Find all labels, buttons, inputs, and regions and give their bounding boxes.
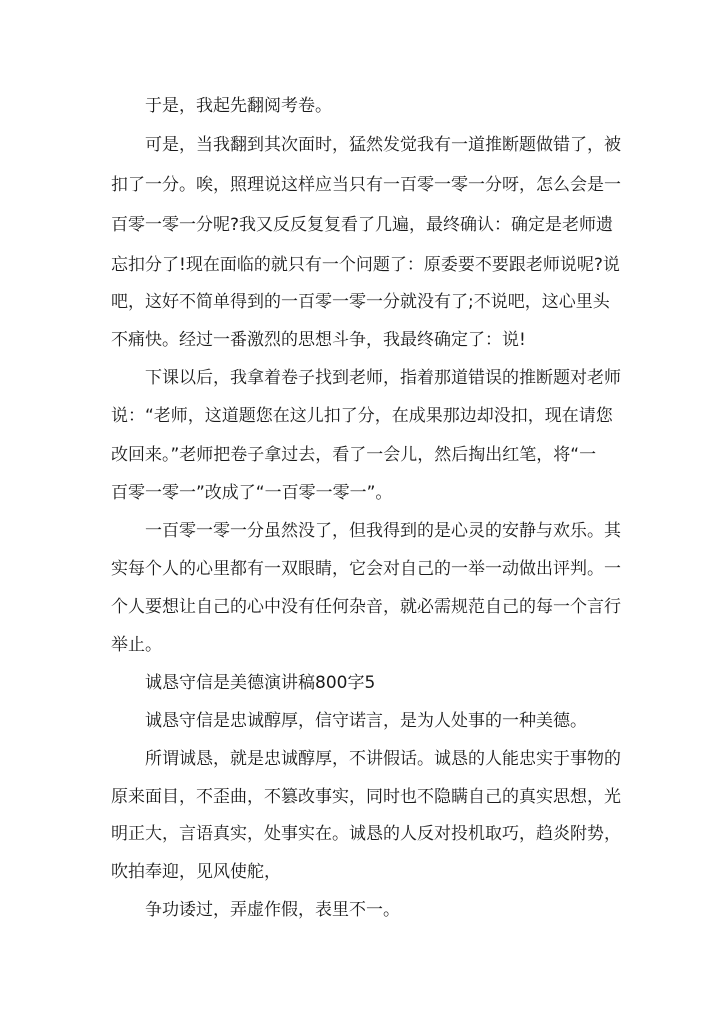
text-line: 原来面目，不歪曲，不篡改事实，同时也不隐瞒自己的真实思想，光 [111,787,621,807]
text-line: 可是，当我翻到其次面时，猛然发觉我有一道推断题做错了，被 [145,135,621,155]
text-line: 诚恳守信是忠诚醇厚，信守诺言，是为人处事的一种美德。 [145,711,587,731]
text-line: 百零一零一分呢?我又反反复复看了几遍，最终确认：确定是老师遗 [111,215,614,235]
text-line: 扣了一分。唉，照理说这样应当只有一百零一零一分呀，怎么会是一 [111,175,621,195]
text-line: 明正大，言语真实，处事实在。诚恳的人反对投机取巧，趋炎附势， [111,824,621,844]
text-line: 争功诿过，弄虚作假，表里不一。 [145,900,400,920]
text-line: 改回来。”老师把卷子拿过去，看了一会儿，然后掏出红笔，将“一 [111,445,597,465]
text-line: 说：“老师，这道题您在这儿扣了分，在成果那边却没扣，现在请您 [111,406,613,426]
text-line: 不痛快。经过一番激烈的思想斗争，我最终确定了：说! [111,330,526,350]
text-line: 举止。 [111,635,162,655]
section-heading: 诚恳守信是美德演讲稿800字5 [145,673,376,693]
text-line: 忘扣分了!现在面临的就只有一个问题了：原委要不要跟老师说呢?说 [111,255,620,275]
text-line: 百零一零一”改成了“一百零一零一”。 [111,483,393,503]
text-line: 实每个人的心里都有一双眼睛，它会对自己的一举一动做出评判。一 [111,559,621,579]
text-line: 于是，我起先翻阅考卷。 [145,96,332,116]
text-line: 吧，这好不简单得到的一百零一零一分就没有了;不说吧，这心里头 [111,292,610,312]
text-line: 个人要想让自己的心中没有任何杂音，就必需规范自己的每一个言行 [111,597,621,617]
text-line: 吹拍奉迎，见风使舵， [111,862,281,882]
text-line: 一百零一零一分虽然没了，但我得到的是心灵的安静与欢乐。其 [145,521,621,541]
text-line: 所谓诚恳，就是忠诚醇厚，不讲假话。诚恳的人能忠实于事物的 [145,749,621,769]
text-line: 下课以后，我拿着卷子找到老师，指着那道错误的推断题对老师 [145,368,621,388]
